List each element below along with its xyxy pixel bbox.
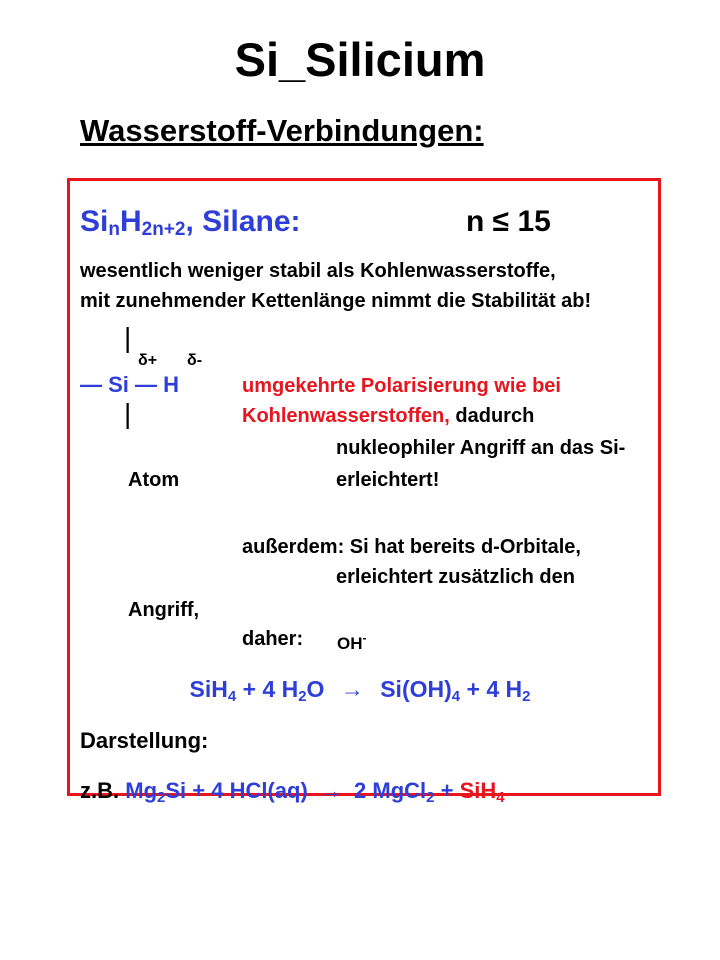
eq-sub: 2 (298, 688, 307, 705)
eq-sub: 2 (157, 789, 166, 806)
page-title: Si_Silicium (234, 33, 486, 86)
catalyst-label (337, 631, 367, 654)
delta-plus: δ+ (138, 352, 158, 369)
daher-word: daher: (242, 628, 304, 650)
reaction-arrow-icon: → (340, 676, 364, 702)
eq-part: Si + 4 HCl(aq) (165, 778, 314, 803)
prep-product (459, 778, 505, 806)
eq-part: + 4 H (236, 676, 299, 702)
eq-sub: 4 (451, 688, 461, 705)
eq-sub: 4 (227, 688, 237, 705)
nucleophilic-line: nukleophiler Angriff an das Si- (336, 437, 626, 459)
stability-line-2: mit zunehmender Kettenlänge nimmt die Stabilität ab! (80, 290, 592, 312)
eq-part: SiH (189, 676, 228, 702)
example-prefix: z.B. (80, 778, 120, 803)
hydrocarbons-text: Kohlenwasserstoffen, (242, 405, 450, 427)
bond-top: | (124, 322, 132, 353)
formula-h: H (119, 205, 142, 238)
delta-minus: δ- (187, 352, 203, 369)
atom-word: Atom (128, 469, 180, 491)
angriff-word: Angriff, (128, 599, 200, 621)
bond-bottom: | (124, 398, 132, 429)
si-h-bond-formula: — Si — H (80, 372, 180, 397)
eq-part: Si(OH) (373, 676, 452, 702)
hydrolysis-equation (0, 676, 720, 703)
eq-part: 2 MgCl (347, 778, 427, 803)
eq-sub: 2 (426, 789, 435, 806)
eq-part: SiH (459, 778, 497, 803)
formula-si: Si (80, 205, 109, 238)
prep-reactants (125, 778, 460, 806)
silane-label: , Silane: (185, 205, 301, 238)
section-heading: Wasserstoff-Verbindungen: (80, 113, 484, 148)
polarization-text-2 (242, 405, 534, 428)
eq-sub: 2 (522, 688, 531, 705)
eq-part: O (306, 676, 331, 702)
preparation-equation (80, 778, 505, 804)
stability-line-1: wesentlich weniger stabil als Kohlenwasserstoffe, (80, 260, 556, 282)
dadurch-text: dadurch (449, 405, 535, 427)
d-orbitals-line: außerdem: Si hat bereits d-Orbitale, (242, 536, 581, 558)
catalyst-charge: - (362, 631, 367, 645)
catalyst-oh: OH (337, 634, 363, 653)
eq-sub: 4 (496, 789, 505, 806)
erleichtert-word: erleichtert! (336, 469, 440, 491)
eq-part: + (434, 778, 460, 803)
additional-line: erleichtert zusätzlich den (336, 566, 575, 588)
eq-part: + 4 H (460, 676, 523, 702)
eq-part: Mg (125, 778, 158, 803)
formula-sub-n: n (108, 219, 120, 240)
silane-formula (80, 205, 301, 239)
chain-length-condition: n ≤ 15 (466, 205, 551, 238)
formula-sub-2n2: 2n+2 (141, 219, 186, 240)
polarization-text: umgekehrte Polarisierung wie bei (242, 375, 561, 397)
reaction-arrow-icon: → (319, 778, 342, 803)
darstellung-heading: Darstellung: (80, 728, 209, 753)
